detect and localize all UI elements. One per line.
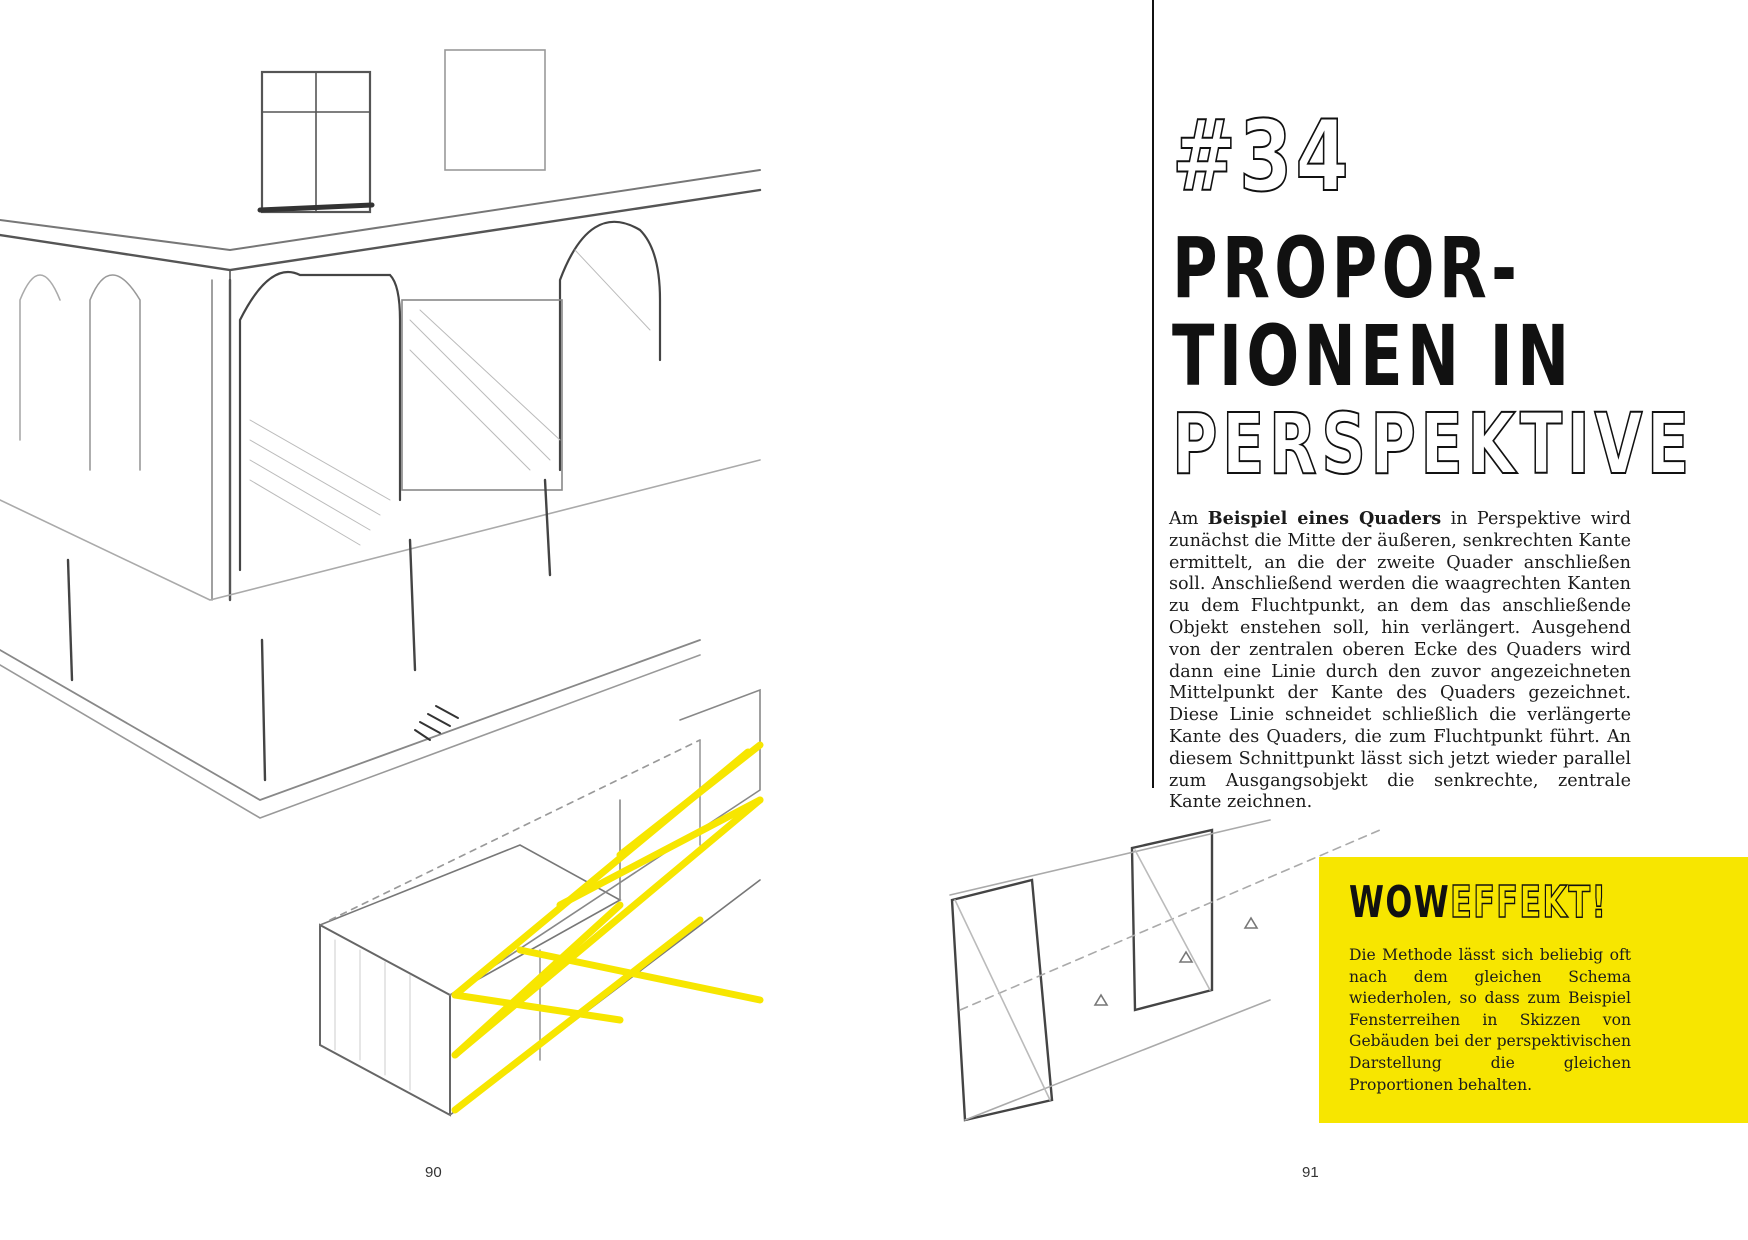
body-bold-term: Beispiel eines Quaders (1207, 508, 1442, 529)
title-line-3: PERSPEKTIVE (1172, 395, 1694, 493)
title-line-1: PROPOR- (1172, 219, 1522, 317)
body-rest: in Perspektive wird zunächst die Mitte der äußeren, senkrechten Kante ermittelt, an die der zweite Quader anschließen soll. Anschließend werden die waagrechten Kanten zu dem Fluchtpunkt, an dem das anschließende Objekt enstehen soll, hin verlängert. Ausgehend von der zentralen oberen Ecke des Quaders wird dann eine Linie durch den zuvor angezeichneten Mittelpunkt der Kante des Quaders gezeichnet. Diese Linie schneidet schließlich die verlängerte Kante des Quaders, die zum Fluchtpunkt führt. An diesem Schnittpunkt lässt sich jetzt wieder parallel zum Ausgangsobjekt die senkrechte, zentrale Kante zeichnen. (1169, 509, 1631, 813)
page-number-left: 90 (425, 1164, 442, 1181)
chapter-number: #34 (1172, 100, 1352, 214)
title-line-2: TIONEN IN (1172, 307, 1574, 405)
page-number-right: 91 (1302, 1164, 1319, 1181)
wow-effect-title (1349, 877, 1608, 928)
wow-effect-box (1319, 857, 1748, 1123)
body-intro: Am (1169, 509, 1208, 529)
wow-effect-text: Die Methode lässt sich beliebig oft nach dem gleichen Schema wiederholen, so dass zum Beispiel Fensterreihen in Skizzen von Gebäuden bei der perspektivischen Darstellung die gleichen Proportionen behalten. (1349, 946, 1631, 1094)
window-row-sketch (950, 820, 1380, 1120)
body-paragraph (1169, 508, 1631, 814)
column-divider (1152, 0, 1154, 788)
chapter-title (1172, 219, 1694, 493)
wow-title-solid: WOW (1349, 877, 1451, 928)
construction-highlight (455, 745, 760, 1110)
building-sketch (0, 50, 760, 818)
wow-title-outline: EFFEKT! (1450, 877, 1608, 928)
